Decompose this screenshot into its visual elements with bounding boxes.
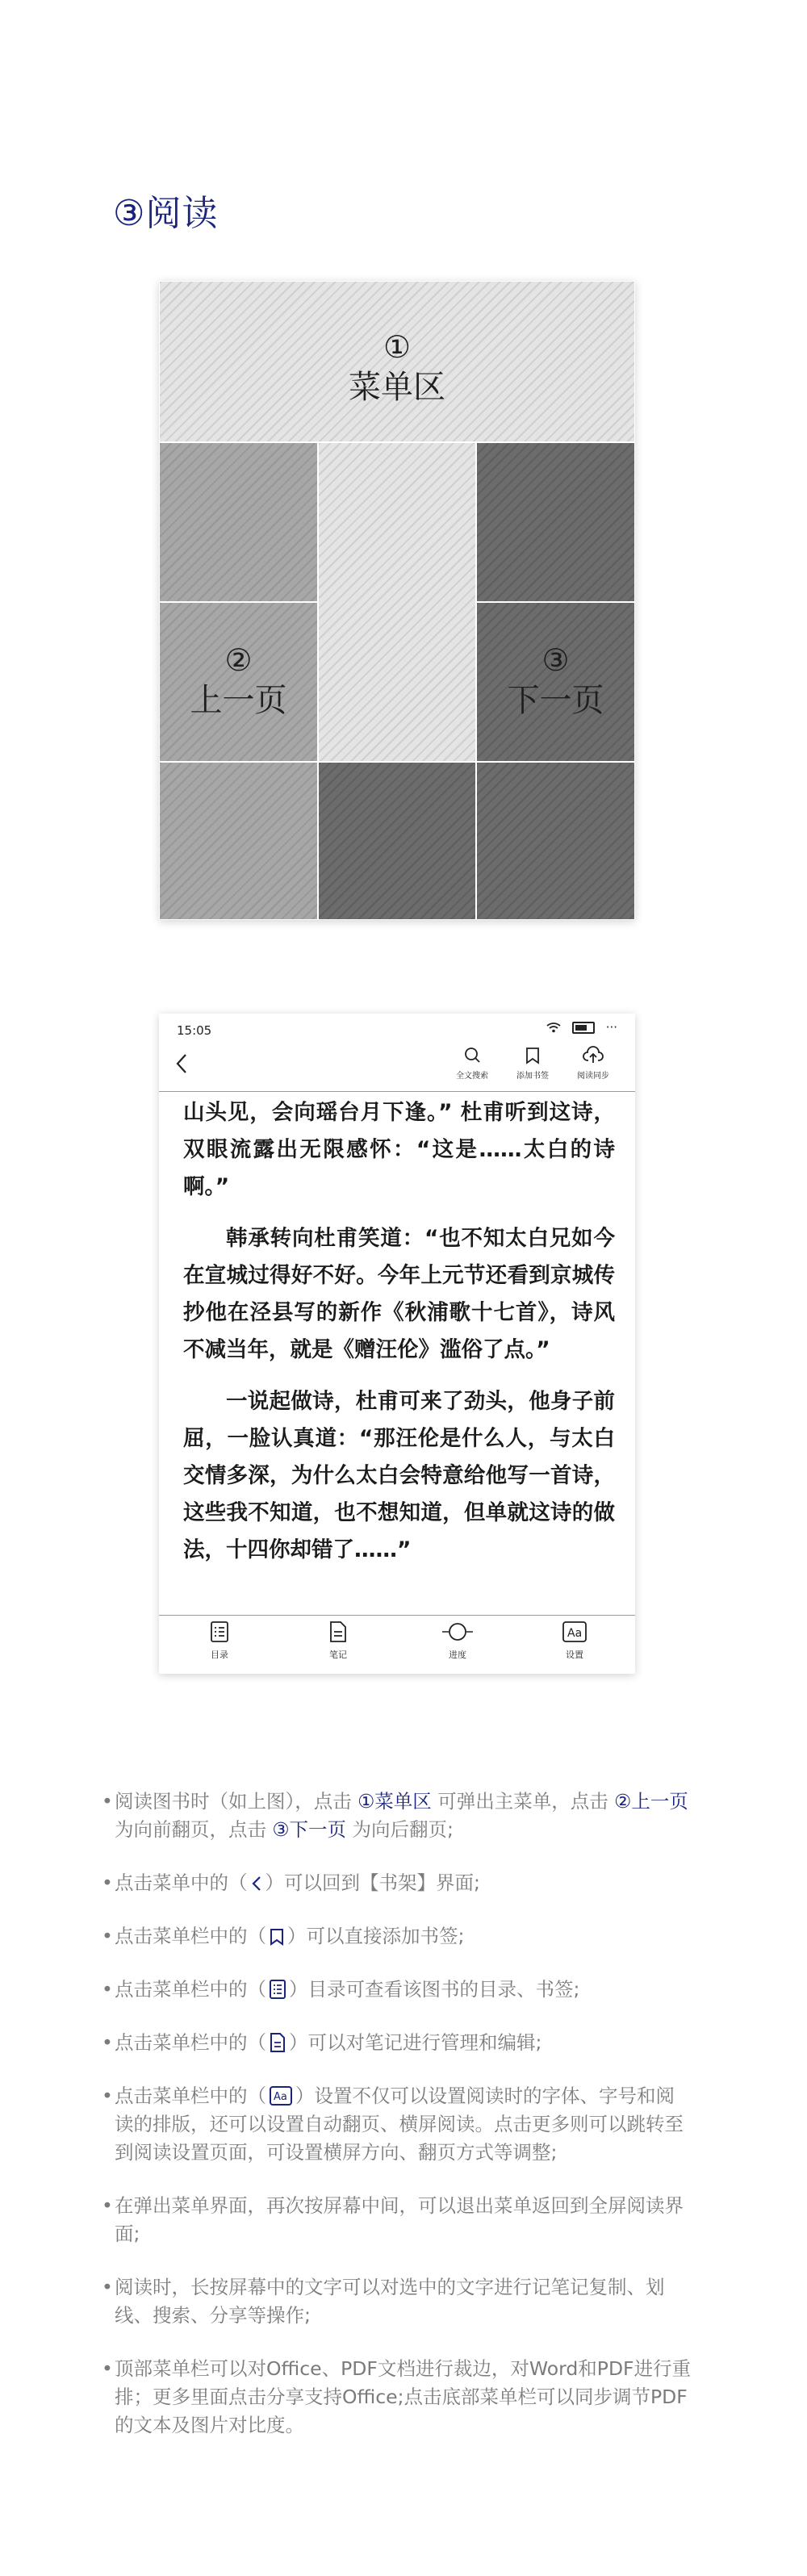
back-button[interactable] xyxy=(175,1052,188,1081)
reader-screen xyxy=(159,1014,635,1674)
progress-slider-icon xyxy=(441,1620,474,1643)
menu-zone-ref: ①菜单区 xyxy=(358,1790,432,1813)
next-page-ref: ③下一页 xyxy=(272,1818,347,1841)
bookmark-icon xyxy=(523,1046,542,1065)
bookmark-icon xyxy=(269,1927,285,1947)
notes-button[interactable] xyxy=(302,1620,374,1661)
next-zone-top[interactable] xyxy=(476,442,635,602)
menu-zone[interactable] xyxy=(159,281,635,442)
add-bookmark-button[interactable] xyxy=(504,1046,561,1081)
font-settings-icon xyxy=(562,1620,587,1643)
reading-sync-button[interactable] xyxy=(565,1046,621,1081)
paragraph[interactable]: 一说起做诗，杜甫可来了劲头，他身子前屈，一脸认真道：“那汪伦是什么人，与太白交情多深，为什么太白会特意给他写一首诗，这些我不知道，也不想知道，但单就这诗的做法，十四你却错了……” xyxy=(183,1389,615,1562)
next-zone[interactable] xyxy=(476,602,635,762)
chevron-left-icon xyxy=(250,1874,263,1893)
progress-label: 进度 xyxy=(449,1650,466,1660)
battery-icon xyxy=(572,1022,595,1034)
cloud-upload-icon xyxy=(583,1046,604,1065)
center-zone[interactable] xyxy=(318,442,476,762)
top-toolbar xyxy=(159,1041,635,1092)
toc-label: 目录 xyxy=(211,1650,228,1660)
prev-zone-number: ② xyxy=(224,642,253,678)
list-item: • 阅读图书时（如上图），点击 ①菜单区 可弹出主菜单，点击 ②上一页 为向前翻页，点击 ③下一页 为向后翻页; xyxy=(102,1788,692,1844)
note-icon xyxy=(328,1620,349,1643)
prev-zone-label: 上一页 xyxy=(190,681,287,719)
instruction-list xyxy=(102,1788,692,2465)
menu-zone-number: ① xyxy=(383,329,412,365)
svg-text:Aa: Aa xyxy=(567,1627,583,1640)
list-item: • 顶部菜单栏可以对Office、PDF文档进行裁边，对Word和PDF进行重排；更多里面点击分享支持Office;点击底部菜单栏可以同步调节PDF的文本及图片对比度。 xyxy=(102,2355,692,2440)
tap-zone-diagram xyxy=(159,281,635,920)
prev-zone-top[interactable] xyxy=(159,442,318,602)
center-zone-bottom[interactable] xyxy=(318,762,476,920)
list-item: • 在弹出菜单界面，再次按屏幕中间，可以退出菜单返回到全屏阅读界面; xyxy=(102,2192,692,2248)
font-settings-icon xyxy=(269,2085,293,2106)
paragraph[interactable]: 山头见，会向瑶台月下逢。” 杜甫听到这诗，双眼流露出无限感怀：“这是……太白的诗啊。” xyxy=(183,1100,615,1199)
bookmark-label: 添加书签 xyxy=(516,1072,549,1081)
toc-icon xyxy=(209,1620,230,1643)
status-bar xyxy=(159,1014,635,1041)
toc-icon xyxy=(269,1979,286,2000)
section-title: ③阅读 xyxy=(113,193,219,234)
list-item: • 阅读时，长按屏幕中的文字可以对选中的文字进行记笔记复制、划线、搜索、分享等操作; xyxy=(102,2273,692,2330)
list-item: • 点击菜单栏中的（ ）目录可查看该图书的目录、书签; xyxy=(102,1976,692,2004)
wifi-icon xyxy=(546,1022,561,1033)
list-item: • 点击菜单栏中的（ Aa ）设置不仅可以设置阅读时的字体、字号和阅读的排版，还可以设置自动翻页、横屏阅读。点击更多则可以跳转至到阅读设置页面，可设置横屏方向、翻页方式等调整; xyxy=(102,2082,692,2167)
settings-label: 设置 xyxy=(566,1650,583,1660)
next-zone-number: ③ xyxy=(541,642,570,678)
settings-button[interactable] xyxy=(538,1620,611,1661)
list-item: • 点击菜单栏中的（ ）可以直接添加书签; xyxy=(102,1922,692,1951)
svg-text:Aa: Aa xyxy=(274,2091,287,2103)
prev-page-ref: ②上一页 xyxy=(614,1790,688,1813)
status-time: 15:05 xyxy=(177,1023,212,1038)
next-zone-label: 下一页 xyxy=(507,681,604,719)
search-label: 全文搜索 xyxy=(456,1072,488,1081)
more-icon[interactable]: ··· xyxy=(605,1020,617,1035)
list-item: • 点击菜单栏中的（ ）可以对笔记进行管理和编辑; xyxy=(102,2029,692,2057)
bottom-toolbar xyxy=(159,1615,635,1674)
paragraph[interactable]: 韩承转向杜甫笑道：“也不知太白兄如今在宣城过得好不好。今年上元节还看到京城传抄他在泾县写的新作《秋浦歌十七首》，诗风不减当年，就是《赠汪伦》滥俗了点。” xyxy=(183,1226,615,1362)
sync-label: 阅读同步 xyxy=(577,1072,609,1081)
prev-zone[interactable] xyxy=(159,602,318,762)
progress-button[interactable] xyxy=(421,1620,494,1661)
full-text-search-button[interactable] xyxy=(444,1046,500,1081)
note-icon xyxy=(269,2032,286,2053)
chevron-left-icon xyxy=(175,1052,188,1075)
search-icon xyxy=(462,1046,482,1065)
next-zone-bottom[interactable] xyxy=(476,762,635,920)
menu-zone-label: 菜单区 xyxy=(349,368,445,406)
book-content[interactable] xyxy=(183,1094,615,1583)
notes-label: 笔记 xyxy=(329,1650,347,1660)
list-item: • 点击菜单中的（ ）可以回到【书架】界面; xyxy=(102,1869,692,1897)
prev-zone-bottom[interactable] xyxy=(159,762,318,920)
toc-button[interactable] xyxy=(183,1620,256,1661)
